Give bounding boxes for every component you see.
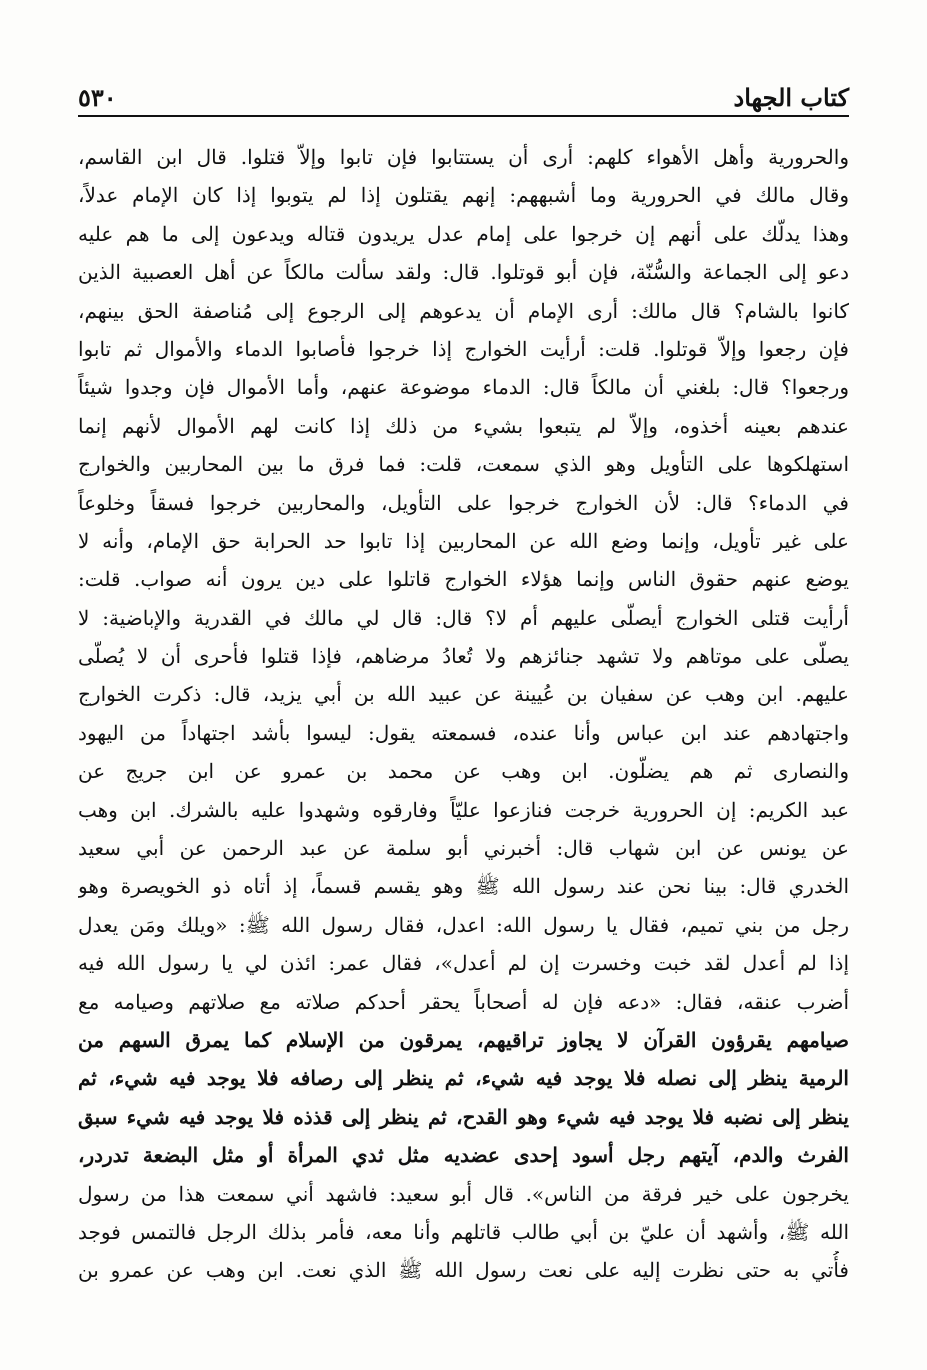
text-line: رجل من بني تميم، فقال يا رسول الله: اعدل، فقال رسول الله ﷺ: «ويلك ومَن يعدل bbox=[78, 912, 849, 937]
text-line: يصلّى على موتاهم ولا تشهد جنائزهم ولا تُعادُ مرضاهم، فإذا قتلوا فأحرى أن لا يُصلّى bbox=[78, 644, 849, 669]
text-line: في الدماء؟ قال: لأن الخوارج خرجوا على التأويل، والمحاربين خرجوا فسقاً وخلوعاً bbox=[78, 490, 849, 515]
text-line: الفرث والدم، آيتهم رجل أسود إحدى عضديه مثل ثدي المرأة أو مثل البضعة تدردر، bbox=[78, 1143, 849, 1168]
text-line: عبد الكريم: إن الحرورية خرجت فنازعوا عليّاً وفارقوه وشهدوا عليه بالشرك. ابن وهب bbox=[78, 797, 849, 822]
text-line: عندهم بعينه أخذوه، وإلاّ لم يتبعوا بشيء من ذلك إذا كانت لهم الأموال لأنهم إنما bbox=[78, 413, 849, 438]
page-header bbox=[78, 70, 849, 114]
body-text bbox=[78, 138, 849, 1290]
text-line: يوضع عنهم حقوق الناس وإنما هؤلاء الخوارج قاتلوا على دين يرون أنه صواب. قلت: bbox=[78, 567, 849, 592]
text-line: الخدري قال: بينا نحن عند رسول الله ﷺ وهو يقسم قسماً، إذ أتاه ذو الخويصرة وهو bbox=[78, 874, 849, 899]
text-line: وقال مالك في الحرورية وما أشبههم: إنهم يقتلون إذا لم يتوبوا إذا كان الإمام عدلاً، bbox=[78, 183, 849, 208]
text-line: والنصارى ثم هم يضلّون. ابن وهب عن محمد بن عمرو عن ابن جريج عن bbox=[78, 759, 849, 784]
chapter-title: كتاب الجهاد bbox=[733, 83, 849, 112]
text-line: الرمية ينظر إلى نصله فلا يوجد فيه شيء، ثم ينظر إلى رصافه فلا يوجد فيه شيء، ثم bbox=[78, 1066, 849, 1091]
text-line: أرأيت قتلى الخوارج أيصلّى عليهم أم لا؟ قال: قال لي مالك في القدرية والإباضية: لا bbox=[78, 605, 849, 630]
text-line: الله ﷺ، وأشهد أن عليّ بن أبي طالب قاتلهم وأنا معه، فأمر بذلك الرجل فالتمس فوجد bbox=[78, 1219, 849, 1244]
text-line: أضرب عنقه، فقال: «دعه فإن له أصحاباً يحقر أحدكم صلاته مع صلاتهم وصيامه مع bbox=[78, 989, 849, 1014]
text-line: يخرجون على خير فرقة من الناس». قال أبو سعيد: فاشهد أني سمعت هذا من رسول bbox=[78, 1181, 849, 1206]
text-line: دعو إلى الجماعة والسُّنّة، فإن أبو قوتلوا. قال: ولقد سألت مالكاً عن أهل العصبية الذين bbox=[78, 260, 849, 285]
text-line: إذا لم أعدل لقد خبت وخسرت إن لم أعدل»، فقال عمر: ائذن لي يا رسول الله فيه bbox=[78, 951, 849, 976]
text-line: فإن رجعوا وإلاّ قوتلوا. قلت: أرأيت الخوارج إذا خرجوا فأصابوا الدماء والأموال ثم تابوا bbox=[78, 336, 849, 361]
text-line: فأُتي به حتى نظرت إليه على نعت رسول الله ﷺ الذي نعت. ابن وهب عن عمرو بن bbox=[78, 1258, 849, 1283]
text-line: كانوا بالشام؟ قال مالك: أرى الإمام أن يدعوهم إلى الرجوع إلى مُناصفة الحق بينهم، bbox=[78, 298, 849, 323]
text-line: على غير تأويل، وإنما وضع الله عن المحاربين إذا تابوا حد الحرابة حق الإمام، وأنه لا bbox=[78, 528, 849, 553]
text-line: عن يونس عن ابن شهاب قال: أخبرني أبو سلمة عن عبد الرحمن عن أبي سعيد bbox=[78, 836, 849, 861]
text-line: والحرورية وأهل الأهواء كلهم: أرى أن يستتابوا فإن تابوا وإلاّ قتلوا. قال ابن القاسم، bbox=[78, 145, 849, 169]
text-line: ورجعوا؟ قال: بلغني أن مالكاً قال: الدماء موضوعة عنهم، وأما الأموال فإن وجدوا شيئاً bbox=[78, 375, 849, 400]
text-line: واجتهادهم عند ابن عباس وأنا عنده، فسمعته يقول: ليسوا بأشد اجتهاداً من اليهود bbox=[78, 720, 849, 745]
header-rule bbox=[78, 115, 849, 117]
page-number: ٥٣٠ bbox=[78, 83, 117, 112]
text-line: عليهم. ابن وهب عن سفيان بن عُيينة عن عبيد الله بن أبي يزيد، قال: ذكرت الخوارج bbox=[78, 682, 849, 707]
text-line: ينظر إلى نضبه فلا يوجد فيه شيء وهو القدح، ثم ينظر إلى قذذه فلا يوجد فيه شيء سبق bbox=[78, 1104, 849, 1129]
text-line: وهذا يدلّك على أنهم إن خرجوا على إمام عدل يريدون قتاله ويدعون إلى ما هم عليه bbox=[78, 221, 849, 246]
text-line: استهلكوها على التأويل وهو الذي سمعت، قلت: فما فرق ما بين المحاربين والخوارج bbox=[78, 452, 849, 477]
text-line: صيامهم يقرؤون القرآن لا يجاوز تراقيهم، يمرقون من الإسلام كما يمرق السهم من bbox=[78, 1027, 849, 1052]
